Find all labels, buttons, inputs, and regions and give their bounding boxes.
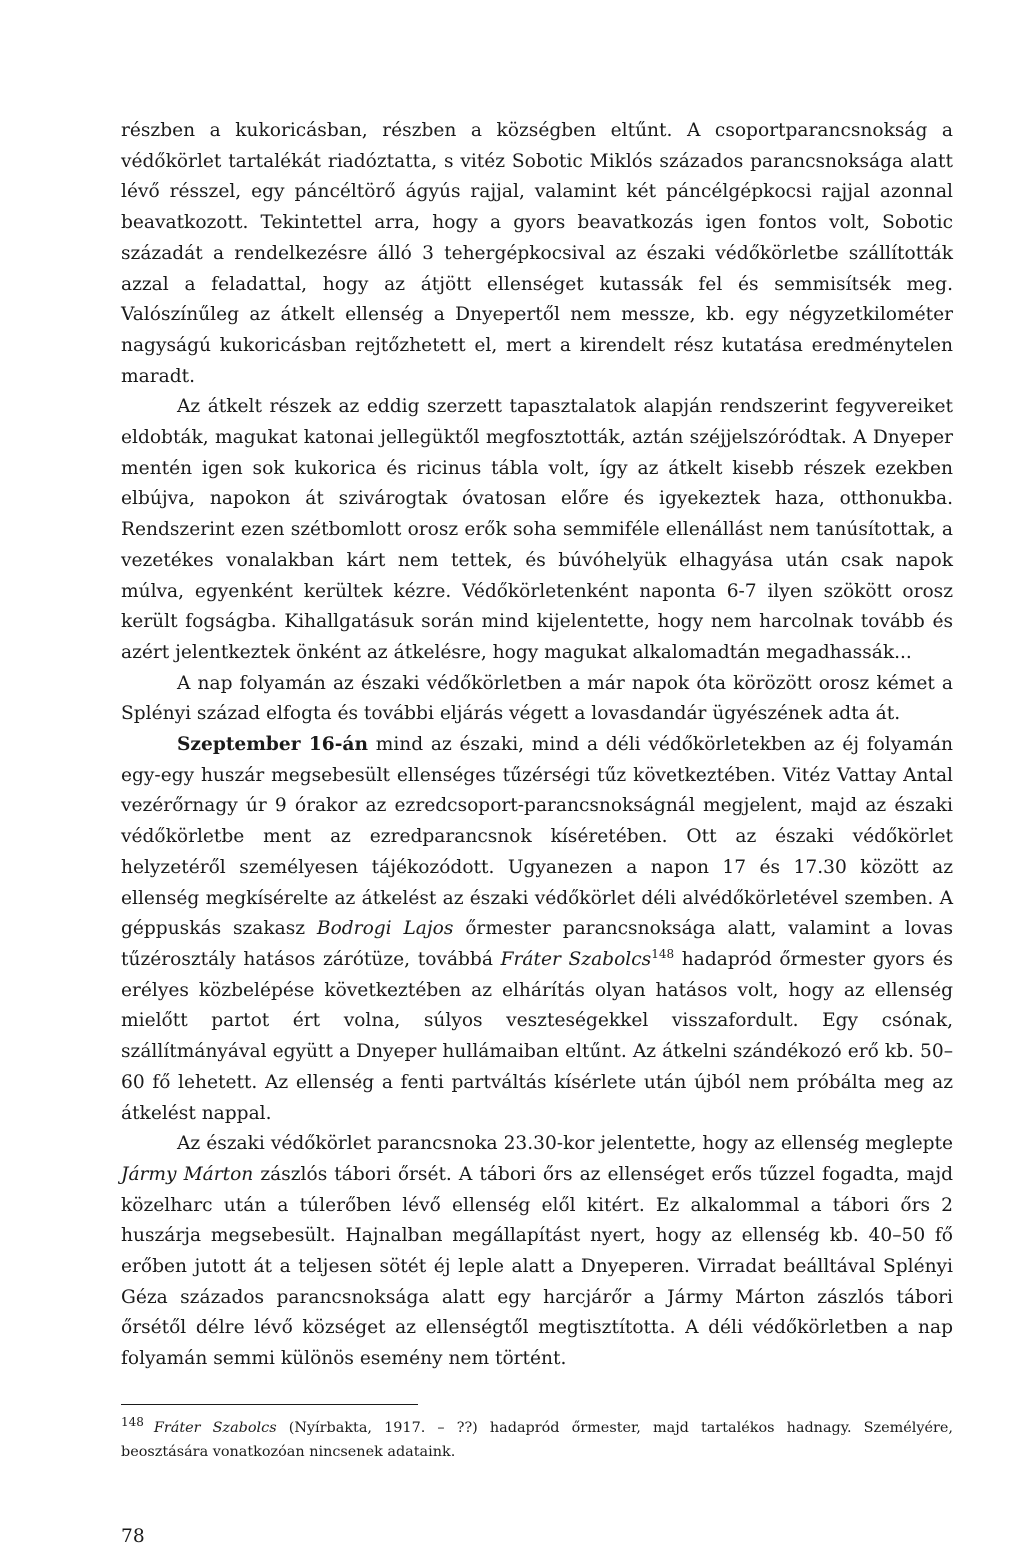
- footnote-divider: [121, 1404, 418, 1405]
- paragraph-1: részben a kukoricásban, részben a községben eltűnt. A csoportparancsnokság a védőkörlet tartalékát riadóztatta, s vitéz Sobotic Miklós százados parancsnoksága alatt lévő résszel, egy páncéltörő ágyús rajjal, valamint két páncélgépkocsi rajjal azonnal beavatkozott. Tekintettel arra, hogy a gyors beavatkozás igen fontos volt, Sobotic századát a rendelkezésre álló 3 tehergépkocsival az északi védőkörletbe szállították azzal a feladattal, hogy az átjött ellenséget kutassák fel és semmisítsék meg. Valószínűleg az átkelt ellenség a Dnyepertől nem messze, kb. egy négyzetkilométer nagyságú kukoricásban rejtőzhetett el, mert a kirendelt rész kutatása eredménytelen maradt.: [121, 120, 953, 387]
- footnote-number: 148: [121, 1415, 144, 1429]
- footnote-reference[interactable]: 148: [651, 946, 675, 961]
- footnote-person-name: Fráter Szabolcs: [153, 1420, 277, 1436]
- body-text: [121, 116, 953, 1375]
- person-name-jarmy: Jármy Márton: [121, 1163, 254, 1185]
- paragraph-4-text-c: hadapród őrmester gyors és erélyes közbelépése következtében az elhárítás olyan hatásos volt, hogy az ellenség mielőtt partot ért volna, súlyos veszteségekkel visszafordult. Egy csónak, szállítmányával együtt a Dnyeper hullámaiban eltűnt. Az átkelni szándékozó erő kb. 50–60 fő lehetett. Az ellenség a fenti partváltás kísérlete után újból nem próbálta meg az átkelést nappal.: [121, 948, 954, 1124]
- paragraph-5: [121, 1129, 953, 1375]
- paragraph-4-text-b: őrmester parancsnoksága alatt, valamint a lovas tűzérosztály hatásos zárótüze, továbbá: [121, 918, 953, 970]
- document-page: [121, 116, 954, 1547]
- paragraph-5-text-a: Az északi védőkörlet parancsnoka 23.30-kor jelentette, hogy az ellenség meglepte: [177, 1133, 953, 1155]
- date-heading-september-16: Szeptember 16-án: [177, 734, 368, 756]
- paragraph-4-text-a: mind az északi, mind a déli védőkörletekben az éj folyamán egy-egy huszár megsebesült ellenséges tűzérségi tűz következtében. Vitéz Vattay Antal vezérőrnagy úr 9 órakor az ezredcsoport-parancsnokságnál megjelent, majd az északi védőkörletbe ment az ezredparancsnok kíséretében. Ott az északi védőkörlet helyzetéről személyesen tájékozódott. Ugyanezen a napon 17 és 17.30 között az ellenség megkísérelte az átkelést az északi védőkörlet déli alvédőkörletével szemben. A géppuskás szakasz: [121, 734, 954, 940]
- paragraph-2: Az átkelt részek az eddig szerzett tapasztalatok alapján rendszerint fegyvereiket eldobták, magukat katonai jellegüktől megfosztották, aztán széjjelszóródtak. A Dnyeper mentén igen sok kukorica és ricinus tábla volt, így az átkelt kisebb részek ezekben elbújva, napokon át szivárogtak óvatosan előre és igyekeztek haza, otthonukba. Rendszerint ezen szétbomlott orosz erők soha semmiféle ellenállást nem tanúsítottak, a vezetékes vonalakban kárt nem tettek, és búvóhelyük elhagyása után csak napok múlva, egyenként kerültek kézre. Védőkörletenként naponta 6-7 ilyen szökött orosz került fogságba. Kihallgatásuk során mind kijelentette, hogy nem harcolnak tovább és azért jelentkeztek önként az átkelésre, hogy magukat alkalomadtán megadhassák...: [121, 396, 953, 663]
- page-number: 78: [121, 1526, 145, 1547]
- paragraph-5-text-b: zászlós tábori őrsét. A tábori őrs az ellenséget erős tűzzel fogadta, majd közelharc után a túlerőben lévő ellenség elől kitért. Ez alkalommal a tábori őrs 2 huszárja megsebesült. Hajnalban megállapítást nyert, hogy az ellenség kb. 40–50 fő erőben jutott át a teljesen sötét éj leple alatt a Dnyeperen. Virradat beálltával Splényi Géza százados parancsnoksága alatt egy harcjárőr a Jármy Márton zászlós tábori őrsétől délre lévő községet az ellenségtől megtisztította. A déli védőkörletben a nap folyamán semmi különös esemény nem történt.: [121, 1163, 953, 1370]
- footnote-text: (Nyírbakta, 1917. – ??) hadapród őrmester, majd tartalékos hadnagy. Személyére, beosztására vonatkozóan nincsenek adataink.: [121, 1420, 953, 1460]
- footnote: [121, 1416, 953, 1464]
- paragraph-4: [121, 730, 953, 1129]
- person-name-bodrogi: Bodrogi Lajos: [316, 918, 454, 940]
- paragraph-3: A nap folyamán az északi védőkörletben a már napok óta körözött orosz kémet a Splényi század elfogta és további eljárás végett a lovasdandár ügyészének adta át.: [121, 672, 953, 725]
- person-name-frater: Fráter Szabolcs: [500, 948, 652, 970]
